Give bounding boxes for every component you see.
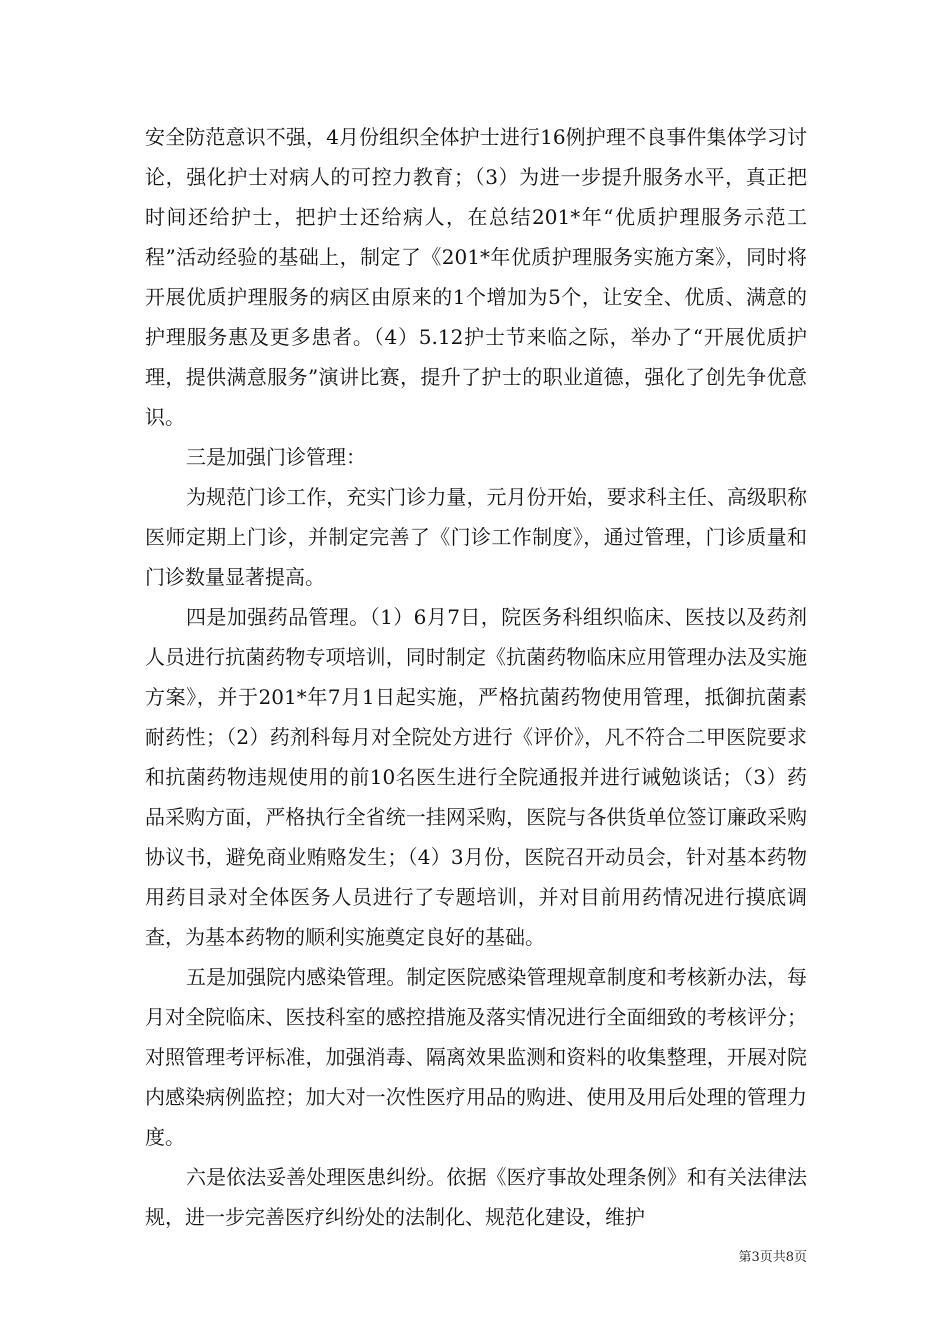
document-body [145, 117, 807, 1237]
paragraph-outpatient-heading: 三是加强门诊管理： [186, 445, 366, 469]
paragraph-infection-control: 五是加强院内感染管理。制定医院感染管理规章制度和考核新办法，每月对全院临床、医技科室的感控措施及落实情况进行全面细致的考核评分；对照管理考评标准，加强消毒、隔离效果监测和资料的收集整理，开展对院内感染病例监控；加大对一次性医疗用品的购进、使用及用后处理的管理力度。 [145, 965, 807, 1149]
paragraph-outpatient: 为规范门诊工作，充实门诊力量，元月份开始，要求科主任、高级职称医师定期上门诊，并制定完善了《门诊工作制度》，通过管理，门诊质量和门诊数量显著提高。 [145, 485, 807, 589]
paragraph-dispute-handling: 六是依法妥善处理医患纠纷。依据《医疗事故处理条例》和有关法律法规，进一步完善医疗纠纷处的法制化、规范化建设，维护 [145, 1165, 807, 1229]
page-number-footer: 第3页共8页 [738, 1250, 807, 1265]
paragraph-continued: 安全防范意识不强，4月份组织全体护士进行16例护理不良事件集体学习讨论，强化护士对病人的可控力教育；（3）为进一步提升服务水平，真正把时间还给护士，把护士还给病人，在总结201*年“优质护理服务示范工程”活动经验的基础上，制定了《201*年优质护理服务实施方案》，同时将开展优质护理服务的病区由原来的1个增加为5个，让安全、优质、满意的护理服务惠及更多患者。（4）5.12护士节来临之际，举办了“开展优质护理，提供满意服务”演讲比赛，提升了护士的职业道德，强化了创先争优意识。 [145, 125, 807, 429]
paragraph-drug-management: 四是加强药品管理。（1）6月7日，院医务科组织临床、医技以及药剂人员进行抗菌药物专项培训，同时制定《抗菌药物临床应用管理办法及实施方案》，并于201*年7月1日起实施，严格抗菌药物使用管理，抵御抗菌素耐药性；（2）药剂科每月对全院处方进行《评价》，凡不符合二甲医院要求和抗菌药物违规使用的前10名医生进行全院通报并进行诫勉谈话；（3）药品采购方面，严格执行全省统一挂网采购，医院与各供货单位签订廉政采购协议书，避免商业贿赂发生；（4）3月份，医院召开动员会，针对基本药物用药目录对全体医务人员进行了专题培训，并对目前用药情况进行摸底调查，为基本药物的顺利实施奠定良好的基础。 [145, 605, 807, 949]
